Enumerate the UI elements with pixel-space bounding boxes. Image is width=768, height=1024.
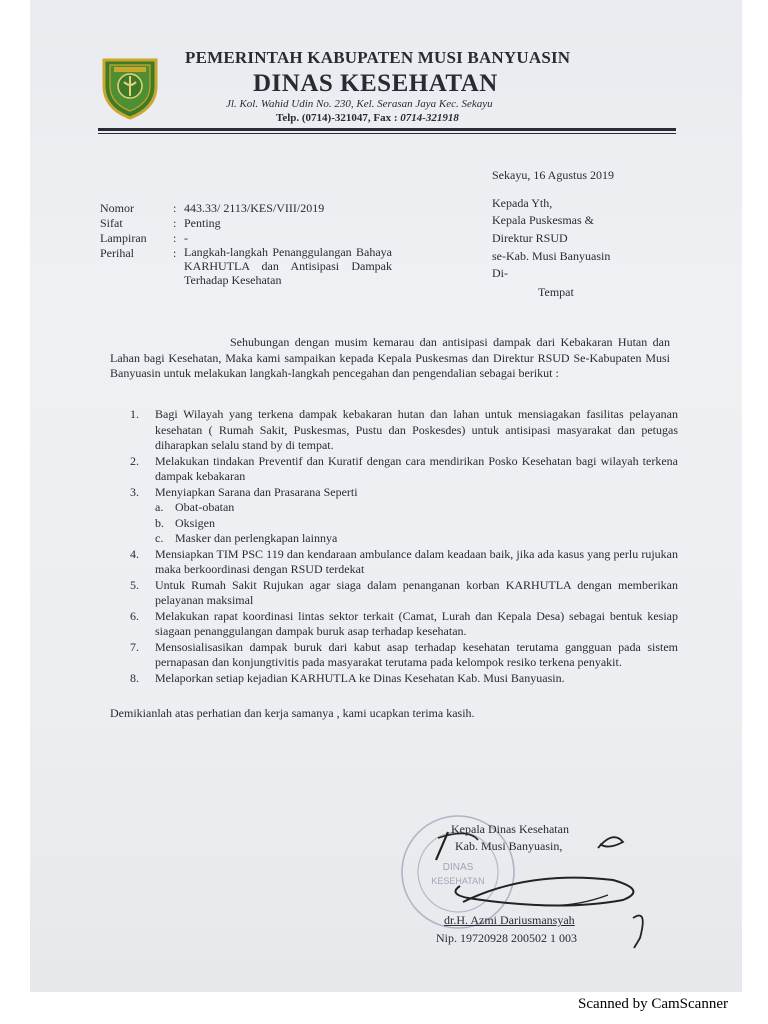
list-item-4 xyxy=(130,547,678,578)
nomor-colon: : xyxy=(173,201,177,215)
regency-logo-icon xyxy=(98,52,162,120)
sub-item-text: Oksigen xyxy=(175,515,215,530)
fax-number: 0714-321918 xyxy=(400,112,459,124)
list-item-text: Untuk Rumah Sakit Rujukan agar siaga dalam penanganan korban KARHUTLA dengan memberikan pelayanan maksimal xyxy=(155,577,678,607)
list-item-8 xyxy=(130,671,678,687)
closing-statement: Demikianlah atas perhatian dan kerja samanya , kami ucapkan terima kasih. xyxy=(110,706,475,720)
letter-date: Sekayu, 16 Agustus 2019 xyxy=(492,168,615,182)
sub-item-b xyxy=(130,516,678,532)
nomor-label: Nomor xyxy=(100,201,134,215)
phone-text: Telp. (0714)-321047, Fax : xyxy=(276,112,398,124)
signatory-name: dr.H. Azmi Dariusmansyah xyxy=(444,913,575,927)
recipient-line-4: se-Kab. Musi Banyuasin xyxy=(492,249,611,263)
list-item-text: Menyiapkan Sarana dan Prasarana Seperti xyxy=(155,484,358,499)
sub-item-letter: b. xyxy=(155,515,164,530)
perihal-value: Langkah-langkah Penanggulangan Bahaya KARHUTLA dan Antisipasi Dampak Terhadap Kesehatan xyxy=(184,245,392,287)
government-name: PEMERINTAH KABUPATEN MUSI BANYUASIN xyxy=(185,48,571,67)
list-item-7 xyxy=(130,640,678,671)
list-item-2 xyxy=(130,454,678,485)
sub-item-letter: a. xyxy=(155,500,164,514)
list-item-number: 4. xyxy=(130,546,139,561)
list-item-number: 8. xyxy=(130,670,139,685)
signatory-title: Kepala Dinas Kesehatan xyxy=(451,822,569,836)
sub-item-text: Masker dan perlengkapan lainnya xyxy=(175,531,338,545)
list-item-number: 5. xyxy=(130,577,139,592)
sifat-label: Sifat xyxy=(100,216,123,230)
lampiran-label: Lampiran xyxy=(100,231,147,245)
recipient-line-3: Direktur RSUD xyxy=(492,231,568,245)
list-item-text: Mensiapkan TIM PSC 119 dan kendaraan ambulance dalam keadaan baik, jika ada kasus yang perlu rujukan maka berkoordinasi dengan RSUD terdekat xyxy=(155,546,678,576)
list-item-5 xyxy=(130,578,678,609)
recipient-line-2: Kepala Puskesmas & xyxy=(492,213,594,227)
svg-text:KESEHATAN: KESEHATAN xyxy=(431,876,485,886)
list-item-text: Melakukan tindakan Preventif dan Kuratif dengan cara mendirikan Posko Kesehatan bagi wilayah terkena dampak kebakaran xyxy=(155,453,678,483)
signatory-nip: Nip. 19720928 200502 1 003 xyxy=(436,931,577,945)
sifat-value: Penting xyxy=(184,216,221,230)
svg-text:DINAS: DINAS xyxy=(442,862,474,873)
list-item-number: 2. xyxy=(130,453,139,468)
list-item-number: 1. xyxy=(130,407,139,421)
perihal-label: Perihal xyxy=(100,246,134,260)
list-item-number: 6. xyxy=(130,608,139,623)
letterhead-divider-thin xyxy=(98,133,676,134)
intro-paragraph: Sehubungan dengan musim kemarau dan antisipasi dampak dari Kebakaran Hutan dan Lahan bagi Kesehatan, Maka kami sampaikan kepada Kepala Puskesmas dan Direktur RSUD Se-Kabupaten Musi Banyuasin untuk melakukan langkah-langkah pencegahan dan pengendalian sebagai berikut : xyxy=(110,335,670,380)
agency-name: DINAS KESEHATAN xyxy=(253,70,498,97)
recipient-line-5: Di- xyxy=(492,266,508,280)
sub-item-letter: c. xyxy=(155,531,164,545)
nomor-value: 443.33/ 2113/KES/VIII/2019 xyxy=(184,201,325,215)
scanned-page xyxy=(30,0,742,992)
list-item-6 xyxy=(130,609,678,640)
letterhead-divider xyxy=(98,128,676,131)
lampiran-colon: : xyxy=(173,231,177,245)
scanner-watermark: Scanned by CamScanner xyxy=(578,996,728,1012)
list-item-text: Mensosialisasikan dampak buruk dari kabut asap terhadap kesehatan terutama gangguan pada sistem pernapasan dan konjungtivitis pada masyarakat terutama pada kelompok resiko terkena penyakit. xyxy=(155,639,678,669)
sub-item-text: Obat-obatan xyxy=(175,500,235,514)
list-item-number: 7. xyxy=(130,639,139,654)
measures-list xyxy=(110,407,678,722)
sifat-colon: : xyxy=(173,216,177,230)
list-item-text: Bagi Wilayah yang terkena dampak kebakaran hutan dan lahan untuk mensiagakan fasilitas pelayanan kesehatan ( Rumah Sakit, Puskesmas, Pustu dan Poskesdes) untuk antisipasi masyarakat dan petugas diharapkan selalu stand by di tempat. xyxy=(155,407,678,452)
sub-item-a xyxy=(130,500,678,516)
list-item-3 xyxy=(130,485,678,501)
lampiran-value: - xyxy=(184,231,188,245)
sub-item-c xyxy=(130,531,678,547)
list-item-1 xyxy=(130,407,678,454)
agency-address: Jl. Kol. Wahid Udin No. 230, Kel. Serasan Jaya Kec. Sekayu xyxy=(226,98,493,110)
recipient-line-1: Kepada Yth, xyxy=(492,196,553,210)
agency-contact xyxy=(276,112,459,124)
list-item-text: Melaporkan setiap kejadian KARHUTLA ke Dinas Kesehatan Kab. Musi Banyuasin. xyxy=(155,670,565,685)
signatory-region: Kab. Musi Banyuasin, xyxy=(455,839,563,853)
recipient-line-6: Tempat xyxy=(538,285,574,299)
list-item-text: Melakukan rapat koordinasi lintas sektor terkait (Camat, Lurah dan Kepala Desa) sebagai bentuk kesiap siagaan penanggulangan dampak buruk asap terhadap kesehatan. xyxy=(155,608,678,638)
perihal-colon: : xyxy=(173,246,177,260)
list-item-number: 3. xyxy=(130,484,139,499)
